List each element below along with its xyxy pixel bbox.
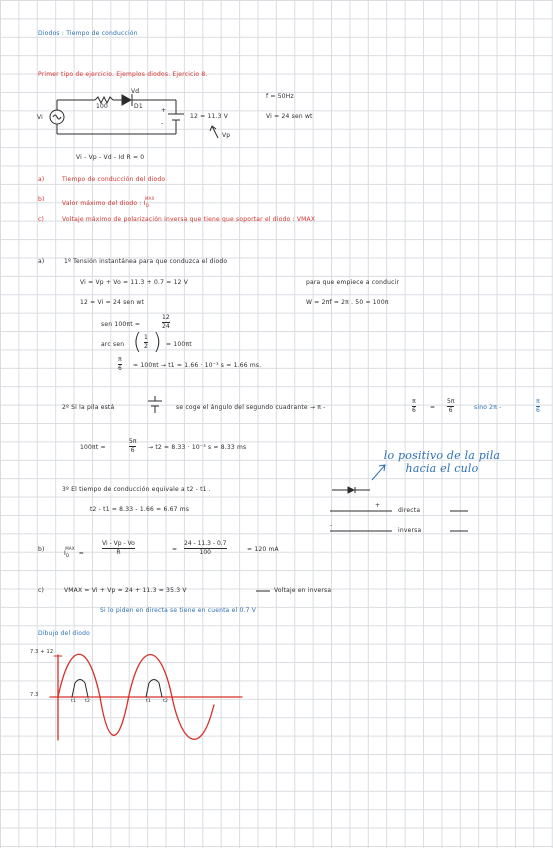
step2-prefix: 2º Si la pila está [62, 404, 115, 411]
question-b-sup: MAX [144, 196, 155, 201]
frac-den: 100 [199, 549, 211, 556]
solution-a-label: a) [38, 258, 45, 265]
kvl-equation: Vi - Vp - Vd - Id R = 0 [76, 154, 145, 161]
vi-label: Vi [37, 114, 44, 121]
step2-equals: = [430, 404, 436, 411]
frac-num: π [118, 356, 122, 363]
imax-result: = 120 mA [247, 546, 279, 553]
frac-den: 2 [144, 343, 148, 350]
question-b-sub: D [145, 203, 149, 208]
frac-num: π [412, 398, 416, 405]
imax-equals: = [78, 550, 85, 557]
y-mid-label: 7.3 [30, 692, 39, 698]
step2-blue-note: sino 2π - [474, 404, 502, 411]
t2-label-1: t2 [85, 699, 91, 704]
inversa-minus: - [330, 522, 333, 529]
inversa-label: inversa [398, 527, 422, 534]
imax-equals-2: = [172, 546, 178, 553]
eq-sine: 12 = Vi = 24 sen wt [80, 299, 145, 306]
diode-label: D1 [134, 103, 143, 110]
solution-b-label: b) [38, 546, 45, 553]
frac-num: 5π [447, 398, 455, 405]
frac-num: 24 - 11.3 - 0.7 [184, 540, 227, 547]
eq-t1: = 100πt → t1 = 1.66 · 10⁻³ s = 1.66 ms. [133, 362, 262, 369]
question-a-letter: a) [38, 176, 45, 183]
step2-text: se coge el ángulo del segundo cuadrante → π - [176, 404, 326, 411]
vp-label: Vp [222, 132, 231, 139]
eq-t2-left: 100πt = [80, 444, 106, 451]
eq-vi-sum: Vi = Vp + Vo = 11.3 + 0.7 = 12 V [80, 279, 189, 286]
frac-den: 6 [536, 407, 540, 414]
frac-den: 6 [118, 365, 122, 372]
y-top-label: 7.3 + 12 [30, 649, 54, 655]
frac-den: 24 [162, 323, 170, 330]
vi-expression: Vi = 24 sen wt [266, 113, 313, 120]
question-c-text: Voltaje máximo de polarización inversa que tiene que soportar el diodo : VMAX [62, 216, 316, 223]
vmax-equation: VMAX = Vi + Vp = 24 + 11.3 = 35.3 V [64, 587, 187, 594]
imax-sup: MAX [65, 546, 75, 551]
close-paren: ) [153, 330, 162, 355]
open-paren: ( [133, 330, 142, 355]
eq-sen-left: sen 100πt = [101, 321, 141, 328]
question-c-letter: c) [38, 216, 45, 223]
t1-label-2: t1 [146, 699, 152, 704]
imax-symbol: I [64, 550, 66, 557]
directa-label: directa [398, 507, 421, 514]
battery-minus: - [161, 120, 164, 127]
battery-value: 12 = 11.3 V [190, 113, 229, 120]
imax-sub: D [65, 553, 70, 558]
frac-num: Vi - Vp - Vo [102, 540, 135, 547]
eq-vi-note: para que empiece a conducir [306, 279, 400, 286]
page-title: Diodos : Tiempo de conducción [38, 30, 138, 37]
vmax-note: Voltaje en inversa [274, 587, 332, 594]
solution-c-label: c) [38, 587, 45, 594]
step3-title: 3º El tiempo de conducción equivale a t2 - t1 . [62, 486, 211, 493]
eq-arcsen-left: arc sen [101, 341, 125, 348]
frac-num: 1 [144, 334, 148, 341]
vd-label: Vd [131, 88, 140, 95]
t2-label-2: t2 [163, 699, 169, 704]
question-b-letter: b) [38, 196, 45, 203]
question-b-main: Valor máximo del diodo : I [62, 200, 146, 207]
frac-num: π [536, 398, 540, 405]
directa-plus: + [375, 502, 381, 509]
exercise-heading: Primer tipo de ejercicio. Ejemplos diodos. Ejercicio 8. [38, 71, 208, 78]
handwritten-note: lo positivo de la pila hacia el culo [383, 449, 501, 475]
frac-den: R [116, 549, 121, 556]
eq-arcsen-right: = 100πt [166, 341, 192, 348]
question-a-text: Tiempo de conducción del diodo [62, 176, 166, 183]
step1-title: 1º Tensión instantánea para que conduzca el diodo [64, 258, 228, 265]
eq-omega: W = 2πf = 2π . 50 = 100π [306, 299, 389, 306]
frac-den: 6 [130, 447, 135, 454]
t1-label-1: t1 [71, 699, 77, 704]
frac-den: 6 [412, 407, 416, 414]
plot-title: Dibujo del diodo [38, 630, 91, 637]
frac-den: 6 [448, 407, 453, 414]
eq-t2: → t2 = 8.33 · 10⁻³ s = 8.33 ms [148, 444, 247, 451]
battery-plus: + [161, 107, 167, 114]
frac-num: 5π [129, 438, 137, 445]
frac-num: 12 [162, 314, 170, 321]
frequency: f = 50Hz [266, 93, 294, 100]
eq-conduction-time: t2 - t1 = 8.33 - 1.66 = 6.67 ms [90, 506, 190, 513]
resistor-value: 100 [96, 103, 109, 110]
vmax-blue-note: Si lo piden en directa se tiene en cuenta el 0.7 V [100, 607, 257, 614]
